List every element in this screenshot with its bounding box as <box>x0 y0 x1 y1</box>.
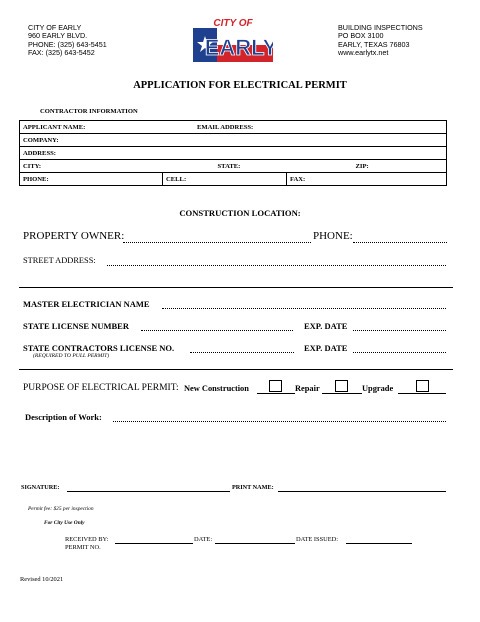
repair-label: Repair <box>295 384 320 393</box>
master-electrician-label: MASTER ELECTRICIAN NAME <box>23 299 150 309</box>
street-address-label: STREET ADDRESS: <box>23 256 96 265</box>
owner-phone-label: PHONE: <box>313 230 353 242</box>
revised-date: Revised 10/2021 <box>20 576 64 583</box>
cell-field[interactable] <box>163 173 287 186</box>
fax-label: FAX: <box>290 175 306 183</box>
fax-field[interactable] <box>287 173 447 186</box>
new-construction-checkbox[interactable] <box>269 380 282 392</box>
owner-phone-input[interactable] <box>353 242 447 243</box>
city-label: CITY: <box>23 162 42 170</box>
inspections-city: EARLY, TEXAS 76803 <box>338 39 410 49</box>
date-issued-label: DATE ISSUED: <box>296 536 339 543</box>
new-construction-label: New Construction <box>184 384 249 393</box>
construction-heading: CONSTRUCTION LOCATION: <box>179 208 301 218</box>
city-name: CITY OF EARLY <box>28 23 82 32</box>
email-address-label: EMAIL ADDRESS: <box>197 123 254 131</box>
city-phone: PHONE: (325) 643-5451 <box>28 39 107 49</box>
print-name-label: PRINT NAME: <box>232 484 274 491</box>
city-logo <box>193 14 273 64</box>
inspections-address-block <box>338 24 423 57</box>
contractor-heading: CONTRACTOR INFORMATION <box>40 108 138 115</box>
city-use-heading: For City Use Only <box>44 520 85 526</box>
city-street: 960 EARLY BLVD. <box>28 31 88 41</box>
print-name-input[interactable] <box>278 491 446 492</box>
phone-field[interactable] <box>20 173 163 186</box>
contractors-exp-input[interactable] <box>353 352 446 353</box>
applicant-name-label: APPLICANT NAME: <box>23 123 86 131</box>
applicant-name-field[interactable] <box>20 121 447 134</box>
phone-label: PHONE: <box>23 175 49 183</box>
contractors-license-label: STATE CONTRACTORS LICENSE NO. <box>23 343 175 353</box>
permit-no-label: PERMIT NO. <box>65 544 101 551</box>
address-label: ADDRESS: <box>23 149 56 157</box>
state-license-input[interactable] <box>141 330 293 331</box>
master-electrician-input[interactable] <box>162 308 446 309</box>
upgrade-checkbox[interactable] <box>416 380 429 392</box>
city-fax: FAX: (325) 643-5452 <box>28 47 95 57</box>
street-address-input[interactable] <box>107 265 446 266</box>
contractor-table <box>19 120 447 186</box>
form-title: APPLICATION FOR ELECTRICAL PERMIT <box>133 80 347 91</box>
section-divider <box>19 287 453 288</box>
license-exp-label: EXP. DATE <box>304 321 348 331</box>
property-owner-input[interactable] <box>123 242 311 243</box>
zip-label: ZIP: <box>355 162 369 170</box>
repair-checkbox[interactable] <box>335 380 348 392</box>
inspections-po-box: PO BOX 3100 <box>338 31 384 41</box>
city-address-block <box>28 24 107 57</box>
state-label: STATE: <box>217 162 241 170</box>
received-by-label: RECEIVED BY: <box>65 536 109 543</box>
description-input[interactable] <box>113 421 446 422</box>
logo-main-text: EARLY <box>204 35 273 60</box>
contractors-license-input[interactable] <box>190 352 294 353</box>
license-exp-input[interactable] <box>353 330 446 331</box>
date-input[interactable] <box>215 543 295 544</box>
cell-label: CELL: <box>166 175 187 183</box>
state-license-label: STATE LICENSE NUMBER <box>23 321 129 331</box>
company-field[interactable] <box>20 134 447 147</box>
repair-underline <box>322 393 362 394</box>
upgrade-underline <box>398 393 446 394</box>
company-label: COMPANY: <box>23 136 59 144</box>
city-state-zip-field[interactable] <box>20 160 447 173</box>
permit-fee-note: Permit fee: $25 per inspection <box>28 506 94 512</box>
address-field[interactable] <box>20 147 447 160</box>
signature-input[interactable] <box>67 491 230 492</box>
inspections-dept: BUILDING INSPECTIONS <box>338 23 423 32</box>
purpose-label: PURPOSE OF ELECTRICAL PERMIT: <box>23 383 179 393</box>
upgrade-label: Upgrade <box>362 384 394 393</box>
new-construction-underline <box>257 393 295 394</box>
contractors-exp-label: EXP. DATE <box>304 343 348 353</box>
date-issued-input[interactable] <box>346 543 412 544</box>
description-label: Description of Work: <box>25 412 102 422</box>
received-by-input[interactable] <box>115 543 193 544</box>
signature-label: SIGNATURE: <box>21 484 60 491</box>
logo-top-text: CITY OF <box>213 18 253 29</box>
property-owner-label: PROPERTY OWNER: <box>23 230 125 242</box>
section-divider-2 <box>19 369 453 370</box>
required-note: (REQUIRED TO PULL PERMIT) <box>33 353 110 359</box>
date-label: DATE: <box>194 536 213 543</box>
inspections-website: www.earlytx.net <box>338 47 389 57</box>
